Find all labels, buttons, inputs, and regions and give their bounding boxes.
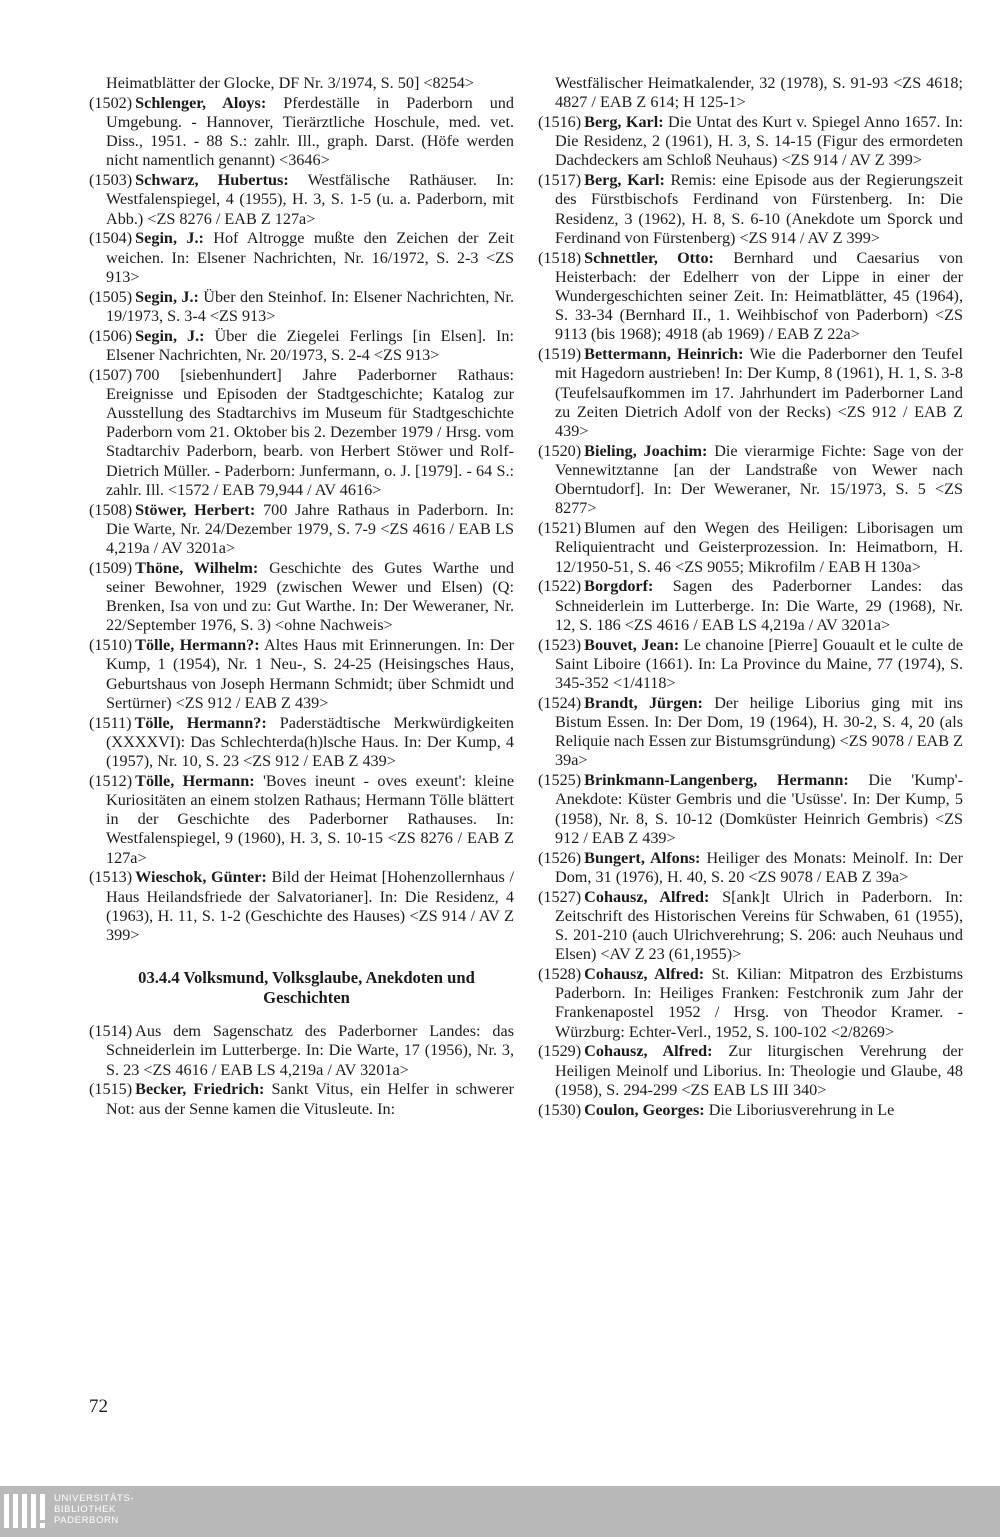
entry-list — [538, 113, 963, 1120]
entry-number: (1515) — [89, 1080, 133, 1099]
entry-author: Bieling, Joachim: — [584, 441, 708, 460]
section-heading: 03.4.4 Volksmund, Volksglaube, Anekdoten und Geschichten — [138, 968, 475, 1008]
entry-author: Tölle, Hermann: — [135, 771, 255, 790]
entry-text: Heiliger des Monats: Meinolf. In: Der Dom, 31 (1976), H. 40, S. 20 <ZS 9078 / EAB Z 39a> — [555, 848, 963, 886]
entry-text: Sankt Vitus, ein Helfer in schwerer Not: aus der Senne kamen die Vitusleute. In: — [106, 1080, 515, 1118]
entry-author: Thöne, Wilhelm: — [135, 558, 259, 577]
entry-number: (1521) — [538, 519, 582, 538]
entry-text: Le chanoine [Pierre] Gouault et le culte de Saint Liboire (1661). In: La Province du Maine, 77 (1974), S. 345-352 <1/4118> — [555, 635, 964, 693]
entry-text: Die Untat des Kurt v. Spiegel Anno 1657. In: Die Residenz, 2 (1961), H. 3, S. 14-15 (Figur des ermordeten Dachdeckers am Schloß Neuhaus) <ZS 914 / AV Z 399> — [555, 113, 963, 170]
entry-author: Cohausz, Alfred: — [584, 965, 705, 984]
entry-author: Stöwer, Herbert: — [135, 500, 256, 519]
entry-author: Schnettler, Otto: — [584, 248, 714, 267]
entry-number: (1516) — [538, 113, 582, 131]
entry-number: (1520) — [538, 441, 582, 460]
bibliography-entry — [538, 171, 963, 248]
page-number: 72 — [89, 1396, 108, 1417]
entry-number: (1518) — [538, 248, 582, 267]
entry-number: (1502) — [89, 93, 133, 112]
bibliography-entry — [89, 366, 514, 500]
entry-author: Bouvet, Jean: — [584, 635, 680, 654]
entry-number: (1507) — [89, 365, 133, 384]
entry-author: Segin, J.: — [135, 326, 205, 345]
bibliography-entry — [538, 888, 963, 965]
bibliography-entry — [538, 113, 963, 171]
bibliography-entry — [538, 965, 963, 1042]
bibliography-entry — [89, 1022, 514, 1080]
entry-text: Die Liboriusverehrung in Le — [708, 1100, 895, 1119]
right-column — [538, 74, 963, 1120]
entry-author: Cohausz, Alfred: — [584, 1042, 713, 1061]
bibliography-entry — [538, 442, 963, 519]
entry-author: Schwarz, Hubertus: — [135, 171, 289, 190]
entry-number: (1513) — [89, 868, 133, 887]
bibliography-entry — [538, 345, 963, 441]
entry-author: Berg, Karl: — [584, 113, 664, 131]
entry-text: 700 [siebenhundert] Jahre Paderborner Rathaus: Ereignisse und Episoden der Stadtgeschichte; Katalog zur Ausstellung des Stadtarchivs im Museum für Stadtgeschichte Paderborn vom 21. Oktober bis 2. Dezember 1979 / Hrsg. vom Stadtarchiv Paderborn, bearb. von Herbert Stöwer und Rolf-Dietrich Müller. - Paderborn: Junfermann, o. J. [1979]. - 64 S.: zahlr. Ill. <1572 / EAB 79,944 / AV 4616> — [106, 365, 514, 499]
entry-number: (1517) — [538, 171, 582, 190]
bibliography-entry — [538, 519, 963, 577]
entry-author: Bettermann, Heinrich: — [584, 345, 744, 364]
entry-number: (1506) — [89, 326, 133, 345]
entry-text: S[ank]t Ulrich in Paderborn. In: Zeitschrift des Historischen Vereins für Schwaben, 61 (1955), S. 201-210 (auch Ulrichverehrung; S. 206: auch Neuhaus und Elsen) <AV Z 23 (61,1955)> — [555, 887, 964, 964]
entry-text: Über die Ziegelei Ferlings [in Elsen]. In: Elsener Nachrichten, Nr. 20/1973, S. 2-4 <ZS 913> — [106, 326, 514, 364]
entry-number: (1528) — [538, 965, 582, 984]
entry-text: Blumen auf den Wegen des Heiligen: Liborisagen um Reliquientracht und Geisterprozession. In: Heimatborn, H. 12/1950-51, S. 46 <ZS 9055; Mikrofilm / EAB H 130a> — [555, 519, 963, 576]
entry-text: Hof Altrogge mußte den Zeichen der Zeit weichen. In: Elsener Nachrichten, Nr. 16/1972, S. 2-3 <ZS 913> — [106, 229, 514, 286]
entry-number: (1504) — [89, 229, 133, 248]
bibliography-entry — [538, 1101, 963, 1120]
entry-text: Über den Steinhof. In: Elsener Nachrichten, Nr. 19/1973, S. 3-4 <ZS 913> — [106, 287, 514, 325]
entry-text: Zur liturgischen Verehrung der Heiligen Meinolf und Liborius. In: Theologie und Glaube, 48 (1958), S. 294-299 <ZS EAB LS III 340> — [555, 1042, 963, 1099]
bibliography-entry — [538, 1042, 963, 1100]
entry-text: Altes Haus mit Erinnerungen. In: Der Kump, 1 (1954), Nr. 1 Neu-, S. 24-25 (Heisingsches Haus, Geburtshaus von Joseph Hermann Schmidt; über Schmidt und Sertürner) <ZS 912 / EAB Z 439> — [106, 636, 515, 712]
entry-text: Geschichte des Gutes Warthe und seiner Bewohner, 1929 (zwischen Wewer und Elsen) (Q: Brenken, Isa von und zu: Gut Warthe. In: Der Weweraner, Nr. 22/September 1976, S. 3) <ohne Nachweis> — [106, 558, 514, 635]
entry-author: Borgdorf: — [584, 577, 654, 596]
entry-list — [89, 94, 514, 945]
bibliography-entry — [89, 868, 514, 945]
bibliography-entry — [89, 636, 514, 713]
entry-number: (1508) — [89, 500, 133, 519]
entry-text: Sagen des Paderborner Landes: das Schneiderlein im Lutterberge. In: Die Warte, 29 (1968), Nr. 12, S. 186 <ZS 4616 / EAB LS 4,219a / AV 3201a> — [555, 577, 964, 634]
entry-text: 'Boves ineunt - oves exeunt': kleine Kuriositäten an einem stolzen Rathaus; Hermann Tölle blättert in der Geschichte des Paderborner Rathauses. In: Westfalenspiegel, 9 (1960), H. 3, S. 10-15 <ZS 8276 / EAB Z 127a> — [106, 771, 515, 867]
bibliography-entry — [89, 1080, 514, 1118]
entry-author: Tölle, Hermann?: — [135, 636, 260, 655]
bibliography-entry — [538, 577, 963, 635]
entry-number: (1509) — [89, 558, 133, 577]
library-name — [54, 1493, 134, 1526]
entry-author: Becker, Friedrich: — [135, 1080, 265, 1099]
entry-text: Wie die Paderborner den Teufel mit Hagedorn austrieben! In: Der Kump, 8 (1961), H. 1, S. 3-8 (Teufelsaufkommen im 17. Jahrhundert im Paderborner Land zu Zeiten Dietrich Adolf von der Recks) <ZS 912 / EAB Z 439> — [555, 345, 963, 441]
entry-number: (1512) — [89, 771, 133, 790]
entry-text: Aus dem Sagenschatz des Paderborner Landes: das Schneiderlein im Lutterberge. In: Die Warte, 17 (1956), Nr. 3, S. 23 <ZS 4616 / EAB LS 4,219a / AV 3201a> — [106, 1022, 514, 1079]
entry-number: (1514) — [89, 1022, 133, 1041]
entry-number: (1527) — [538, 887, 582, 906]
entry-text: Westfälische Rathäuser. In: Westfalenspiegel, 4 (1955), H. 3, S. 1-5 (u. a. Paderborn, mit Abb.) <ZS 8276 / EAB Z 127a> — [106, 171, 514, 228]
library-name-line: PADERBORN — [54, 1515, 119, 1526]
entry-author: Berg, Karl: — [584, 171, 665, 190]
library-name-line: UNIVERSITÄTS- — [54, 1493, 135, 1504]
bibliography-entry — [89, 171, 514, 229]
entry-number: (1519) — [538, 345, 582, 364]
entry-number: (1530) — [538, 1100, 582, 1119]
entry-number: (1529) — [538, 1042, 582, 1061]
bibliography-entry — [89, 94, 514, 171]
entry-author: Tölle, Hermann?: — [134, 713, 267, 732]
entry-text: St. Kilian: Mitpatron des Erzbistums Paderborn. In: Heiliges Franken: Festchronik zum Jahr der Frankenapostel 1952 / Hrsg. von Theodor Kramer. - Würzburg: Echter-Verl., 1952, S. 100-102 <2/8269> — [555, 965, 963, 1041]
entry-text: Die vierarmige Fichte: Sage von der Vennewitztanne [an der Landstraße von Wewer nach Oberntudorf]. In: Der Weweraner, Nr. 15/1973, S. 5 <ZS 8277> — [555, 441, 963, 518]
bibliography-entry — [538, 249, 963, 345]
bibliography-entry — [89, 327, 514, 365]
entry-number: (1524) — [538, 693, 582, 712]
entry-number: (1510) — [89, 636, 133, 655]
entry-author: Segin, J.: — [135, 287, 199, 306]
entry-number: (1503) — [89, 171, 133, 190]
entry-text: 700 Jahre Rathaus in Paderborn. In: Die Warte, Nr. 24/Dezember 1979, S. 7-9 <ZS 4616 / EAB LS 4,219a / AV 3201a> — [106, 500, 514, 558]
entry-number: (1522) — [538, 577, 582, 596]
entry-number: (1511) — [89, 713, 132, 732]
bibliography-entry — [89, 714, 514, 772]
left-column — [89, 74, 514, 1119]
entry-author: Wieschok, Günter: — [135, 868, 267, 887]
continuation-text: Heimatblätter der Glocke, DF Nr. 3/1974, S. 50] <8254> — [106, 74, 475, 92]
entry-text: Der heilige Liborius ging mit ins Bistum Essen. In: Der Dom, 19 (1964), H. 30-2, S. 4, 20 (als Reliquie nach Essen zur Bistumsgründung) <ZS 9078 / EAB Z 39a> — [555, 693, 963, 770]
entry-number: (1525) — [538, 771, 582, 790]
bibliography-entry — [89, 501, 514, 559]
library-logo-icon — [4, 1492, 50, 1530]
entry-text: Bild der Heimat [Hohenzollernhaus / Haus Heilandsfriede der Salvatorianer]. In: Die Residenz, 4 (1963), H. 11, S. 1-2 (Geschichte des Hauses) <ZS 914 / AV Z 399> — [106, 868, 514, 945]
entry-text: Remis: eine Episode aus der Regierungszeit des Fürstbischofs Ferdinand von Fürstenberg. In: Die Residenz, 3 (1962), H. 8, S. 6-10 (Anekdote um Sporck und Ferdinand von Fürstenberg) <ZS 914 / AV Z 399> — [555, 171, 963, 247]
entry-text: Bernhard und Caesarius von Heisterbach: der Edelherr von der Lippe in einer der Wundergeschichten seiner Zeit. In: Heimatblätter, 45 (1964), S. 33-34 (Bernhard II., 1. Weihbischof von Paderborn) <ZS 9113 (bis 1968); 4918 (ab 1969) / EAB Z 22a> — [555, 248, 963, 344]
bibliography-entry — [89, 772, 514, 868]
entry-author: Schlenger, Aloys: — [135, 93, 267, 112]
bibliography-entry — [538, 771, 963, 848]
bibliography-entry — [89, 288, 514, 326]
entry-author: Coulon, Georges: — [584, 1100, 705, 1119]
bibliography-entry — [538, 636, 963, 694]
entry-text: Paderstädtische Merkwürdigkeiten (XXXXVI): Das Schlechterda(h)lsche Haus. In: Der Kump, 4 (1957), Nr. 10, S. 23 <ZS 912 / EAB Z 439> — [106, 713, 514, 771]
entry-text: Pferdeställe in Paderborn und Umgebung. - Hannover, Tierärztliche Hoschule, med. vet. Diss., 1951. - 88 S.: zahlr. Ill., graph. Darst. (Höfe werden nicht namentlich genannt) <3646> — [106, 93, 514, 170]
bibliography-entry — [538, 849, 963, 887]
entry-author: Brandt, Jürgen: — [584, 693, 703, 712]
continuation-text: Westfälischer Heimatkalender, 32 (1978), S. 91-93 <ZS 4618; 4827 / EAB Z 614; H 125-1> — [555, 74, 963, 112]
footer-band — [0, 1486, 1000, 1537]
entry-number: (1526) — [538, 848, 582, 867]
bibliography-entry — [89, 559, 514, 636]
entry-author: Cohausz, Alfred: — [584, 887, 710, 906]
entry-number: (1523) — [538, 635, 582, 654]
bibliography-entry — [538, 694, 963, 771]
library-name-line: BIBLIOTHEK — [54, 1504, 116, 1515]
entry-author: Brinkmann-Langenberg, Hermann: — [584, 771, 849, 790]
entry-list — [89, 1022, 514, 1119]
entry-author: Bungert, Alfons: — [584, 848, 701, 867]
entry-author: Segin, J.: — [135, 229, 204, 248]
bibliography-entry — [89, 229, 514, 287]
entry-text: Die 'Kump'-Anekdote: Küster Gembris und die 'Usüsse'. In: Der Kump, 5 (1958), Nr. 8, S. 10-12 (Domküster Heinrich Gembris) <ZS 912 / EAB Z 439> — [555, 771, 963, 847]
entry-number: (1505) — [89, 287, 133, 306]
